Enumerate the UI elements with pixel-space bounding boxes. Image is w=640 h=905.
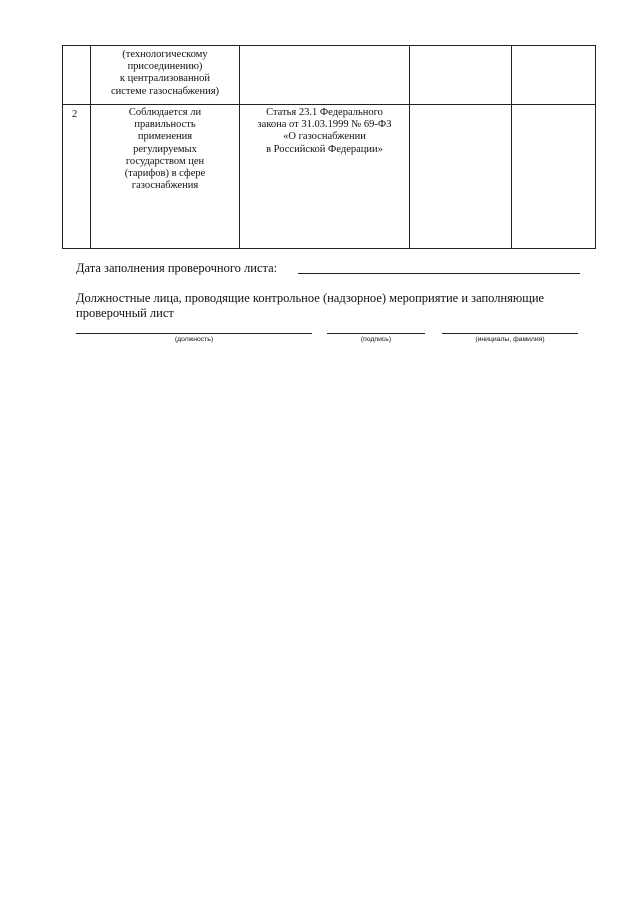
answer-a-text [410, 46, 511, 49]
answer-b-text [512, 46, 595, 49]
position-caption: (должность) [174, 336, 214, 343]
question-cell [91, 105, 240, 249]
reference-cell [240, 46, 410, 105]
signature-caption: (подпись) [360, 336, 392, 343]
table-row [63, 105, 596, 249]
row-number [72, 48, 90, 51]
row-number: 2 [72, 109, 78, 120]
answer-cell-b [512, 105, 596, 249]
fill-date-label: Дата заполнения проверочного листа: [76, 261, 278, 275]
row-number-cell [63, 105, 91, 249]
reference-cell [240, 105, 410, 249]
officials-text: Должностные лица, проводящие контрольное (надзорное) мероприятие и заполняющие проверочный лист [76, 291, 545, 320]
answer-cell-a [410, 105, 512, 249]
answer-b-text [512, 105, 595, 107]
answer-cell-a [410, 46, 512, 105]
table-row [63, 46, 596, 105]
name-field[interactable] [442, 333, 578, 334]
answer-a-text [410, 105, 511, 107]
reference-text [240, 46, 409, 49]
answer-cell-b [512, 46, 596, 105]
question-text: (технологическому присоединению) к централизованной системе газоснабжения) [110, 49, 220, 97]
question-text: Соблюдается ли правильность применения регулируемых государством цен (тарифов) в сфере газоснабжения [124, 107, 206, 192]
reference-text: Статья 23.1 Федерального закона от 31.03.1999 № 69-ФЗ «О газоснабжении в Российской Федерации» [257, 107, 392, 155]
name-caption: (инициалы, фамилия) [475, 336, 545, 343]
question-cell [91, 46, 240, 105]
position-field[interactable] [76, 333, 312, 334]
row-number-cell [63, 46, 91, 105]
fill-date-field[interactable] [298, 273, 580, 274]
checklist-table [62, 45, 596, 249]
signature-field[interactable] [327, 333, 425, 334]
